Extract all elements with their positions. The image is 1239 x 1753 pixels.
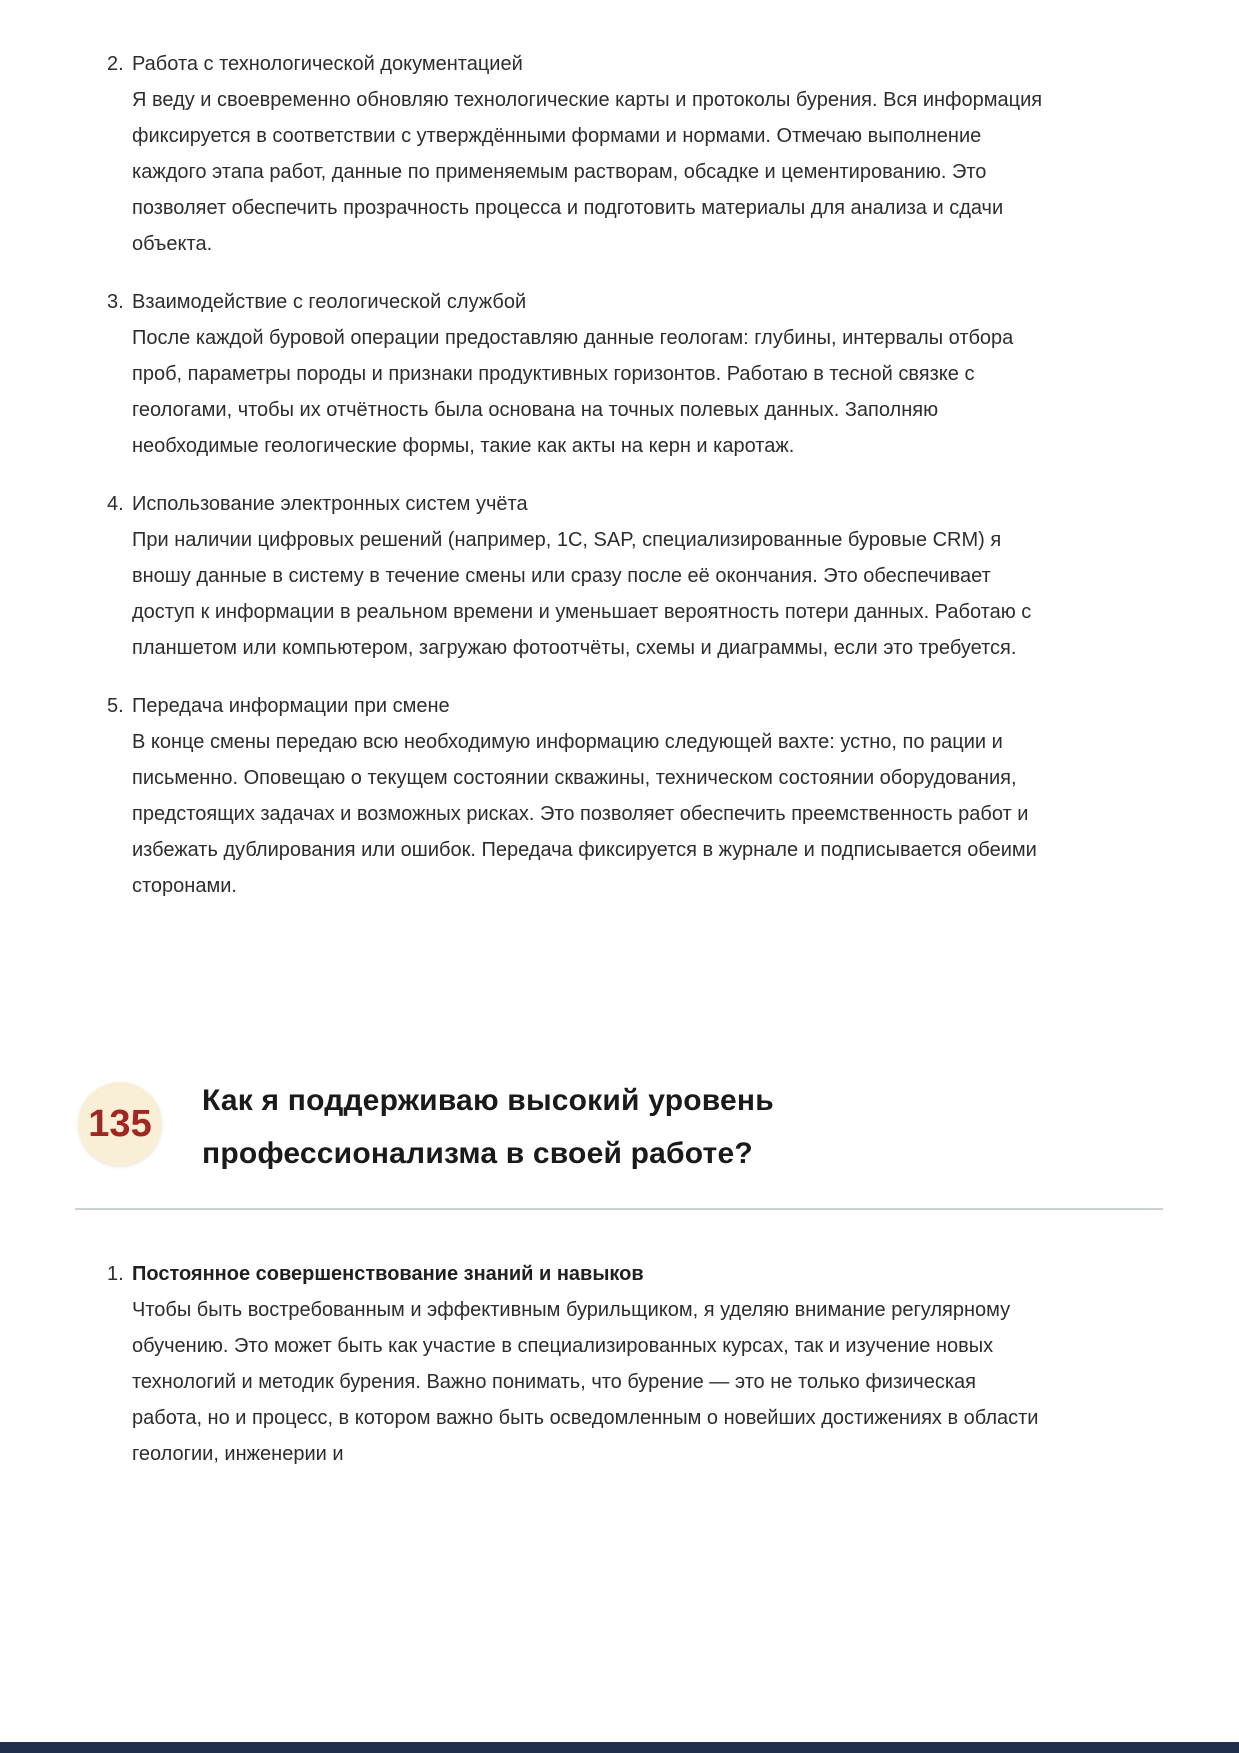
item-body: Я веду и своевременно обновляю технологические карты и протоколы бурения. Вся информация фиксируется в соответствии с утверждёнными формами и нормами. Отмечаю выполнение каждого этапа работ, данные по применяемым растворам, обсадке и цементированию. Это позволяет обеспечить прозрачность процесса и подготовить материалы для анализа и сдачи объекта. — [132, 89, 1043, 255]
list-item — [107, 486, 1044, 666]
item-number: 1. — [107, 1263, 124, 1285]
question-section — [78, 1074, 1239, 1180]
item-title: Передача информации при смене — [132, 695, 450, 717]
item-body: Чтобы быть востребованным и эффективным бурильщиком, я уделяю внимание регулярному обучению. Это может быть как участие в специализированных курсах, так и изучение новых технологий и методик бурения. Важно понимать, что бурение — это не только физическая работа, но и процесс, в котором важно быть осведомленным о новейших достижениях в области геологии, инженерии и — [132, 1299, 1039, 1465]
list-item — [107, 688, 1044, 904]
list-item — [107, 46, 1044, 262]
item-number: 4. — [107, 493, 124, 515]
list-item — [107, 1256, 1044, 1472]
item-body: После каждой буровой операции предоставляю данные геологам: глубины, интервалы отбора проб, параметры породы и признаки продуктивных горизонтов. Работаю в тесной связке с геологами, чтобы их отчётность была основана на точных полевых данных. Заполняю необходимые геологические формы, такие как акты на керн и каротаж. — [132, 327, 1014, 457]
item-number: 3. — [107, 291, 124, 313]
item-title: Постоянное совершенствование знаний и навыков — [132, 1263, 644, 1285]
item-number: 5. — [107, 695, 124, 717]
item-body: При наличии цифровых решений (например, 1С, SAP, специализированные буровые CRM) я вношу данные в систему в течение смены или сразу после её окончания. Это обеспечивает доступ к информации в реальном времени и уменьшает вероятность потери данных. Работаю с планшетом или компьютером, загружаю фотоотчёты, схемы и диаграммы, если это требуется. — [132, 529, 1032, 659]
item-title: Взаимодействие с геологической службой — [132, 291, 527, 313]
question-title: Как я поддерживаю высокий уровень профессионализма в своей работе? — [202, 1084, 774, 1170]
item-title: Работа с технологической документацией — [132, 53, 523, 75]
question-number-badge: 135 — [78, 1082, 162, 1166]
footer-bar — [0, 1742, 1239, 1753]
item-title: Использование электронных систем учёта — [132, 493, 528, 515]
bottom-list — [107, 1256, 1044, 1472]
section-divider — [75, 1208, 1163, 1210]
item-body: В конце смены передаю всю необходимую информацию следующей вахте: устно, по рации и письменно. Оповещаю о текущем состоянии скважины, техническом состоянии оборудования, предстоящих задачах и возможных рисках. Это позволяет обеспечить преемственность работ и избежать дублирования или ошибок. Передача фиксируется в журнале и подписывается обеими сторонами. — [132, 731, 1037, 897]
list-item — [107, 284, 1044, 464]
top-list — [107, 46, 1044, 904]
item-number: 2. — [107, 53, 124, 75]
